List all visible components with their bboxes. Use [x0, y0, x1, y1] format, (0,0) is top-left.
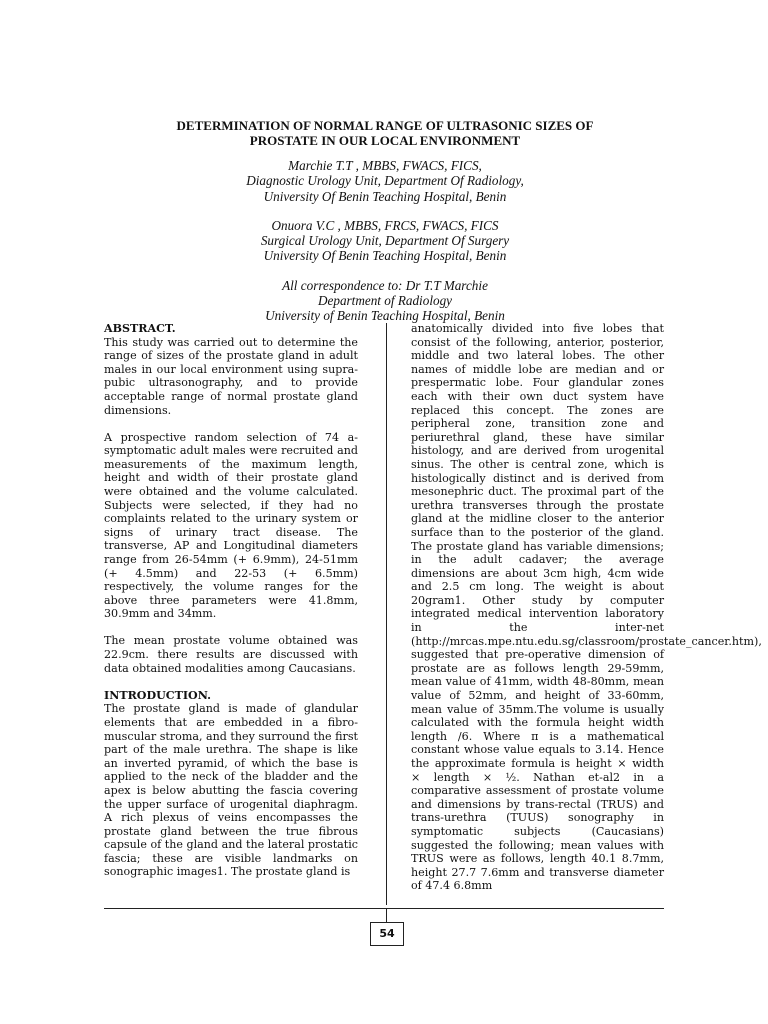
abstract-heading: ABSTRACT. [104, 322, 176, 335]
left-column [104, 322, 358, 893]
author-1-institution: University Of Benin Teaching Hospital, Benin [263, 188, 507, 204]
right-column [411, 322, 762, 906]
author-1-name: Marchie T.T , MBBS, FWACS, FICS, [288, 158, 482, 173]
abstract-paragraph-3: The mean prostate volume obtained was 22.9cm. there results are discussed with data obtained modalities among Caucasians. [104, 634, 358, 675]
authors-block [100, 158, 670, 324]
page-number-connector [386, 909, 387, 922]
paper-title-line-2: PROSTATE IN OUR LOCAL ENVIRONMENT [249, 133, 521, 148]
correspondence-line-1: All correspondence to: Dr T.T Marchie [282, 277, 488, 293]
footer-rule [104, 908, 664, 909]
author-2-dept: Surgical Urology Unit, Department Of Surgery [260, 233, 510, 249]
right-column-text: anatomically divided into five lobes that consist of the following, anterior, posterior, middle and two lateral lobes. The other names of middle lobe are median and or prespermatic lobe. Four glandular zones each with their own duct system have replaced this concept. The zones are peripheral zone, transition zone and periurethral gland, these have similar histology, and are derived from urogenital sinus. The other is central zone, which is histologically distinct and is derived from mesonephric duct. The proximal part of the urethra transverses through the prostate gland at the midline closer to the anterior surface than to the posterior of the gland. The prostate gland has variable dimensions; in the adult cadaver; the average dimensions are about 3cm high, 4cm wide and 2.5 cm long. The weight is about 20gram1. Other study by computer integrated medical intervention laboratory in the inter-net (http://mrcas.mpe.ntu.edu.sg/classroom/prostate_cancer.htm), suggested that pre-operative dimension of prostate are as follows length 29-59mm, mean value of 41mm, width 48-80mm, mean value of 52mm, and height of 33-60mm, mean value of 35mm.The volume is usually calculated with the formula height width length /6. Where π is a mathematical constant whose value equals to 3.14. Hence the approximate formula is height × width × length × ½. Nathan et-al2 in a comparative assessment of prostate volume and dimensions by trans-rectal (TRUS) and trans-urethra (TUUS) sonography in symptomatic subjects (Caucasians) suggested the following; mean values with TRUS were as follows, length 40.1 8.7mm, height 27.7 7.6mm and transverse diameter of 47.4 6.8mm [411, 322, 762, 893]
paper-header [100, 118, 670, 338]
author-2-institution: University Of Benin Teaching Hospital, Benin [263, 248, 507, 264]
introduction-paragraph-1: The prostate gland is made of glandular elements that are embedded in a fibro-muscular stroma, and they surround the first part of the male urethra. The shape is like an inverted pyramid, of which the base is applied to the neck of the bladder and the apex is below abutting the fascia covering the upper surface of urogenital diaphragm. A rich plexus of veins encompasses the prostate gland between the true fibrous capsule of the gland and the lateral prostatic fascia; these are visible landmarks on sonographic images1. The prostate gland is [104, 702, 358, 879]
author-1 [100, 158, 670, 204]
column-divider [386, 323, 387, 905]
correspondence [100, 278, 670, 324]
abstract-paragraph-1: This study was carried out to determine the range of sizes of the prostate gland in adult males in our local environment using supra-pubic ultrasonography, and to provide acceptable range of normal prostate gland dimensions. [104, 335, 358, 417]
author-2-name: Onuora V.C , MBBS, FRCS, FWACS, FICS [271, 217, 499, 233]
correspondence-line-3: University of Benin Teaching Hospital, Benin [265, 308, 505, 324]
page-number: 54 [370, 922, 404, 946]
author-2 [100, 218, 670, 264]
correspondence-line-2: Department of Radiology [317, 293, 453, 309]
abstract-paragraph-2: A prospective random selection of 74 a-symptomatic adult males were recruited and measurements of the maximum length, height and width of their prostate gland were obtained and the volume calculated. Subjects were selected, if they had no complaints related to the urinary system or signs of urinary tract disease. The transverse, AP and Longitudinal diameters range from 26-54mm (+ 6.9mm), 24-51mm (+ 4.5mm) and 22-53 (+ 6.5mm) respectively, the volume ranges for the above three parameters were 41.8mm, 30.9mm and 34mm. [104, 430, 358, 621]
author-1-dept: Diagnostic Urology Unit, Department Of Radiology, [246, 173, 524, 189]
paper-title-line-1: DETERMINATION OF NORMAL RANGE OF ULTRASONIC SIZES OF [176, 118, 594, 133]
introduction-heading: INTRODUCTION. [104, 688, 211, 702]
